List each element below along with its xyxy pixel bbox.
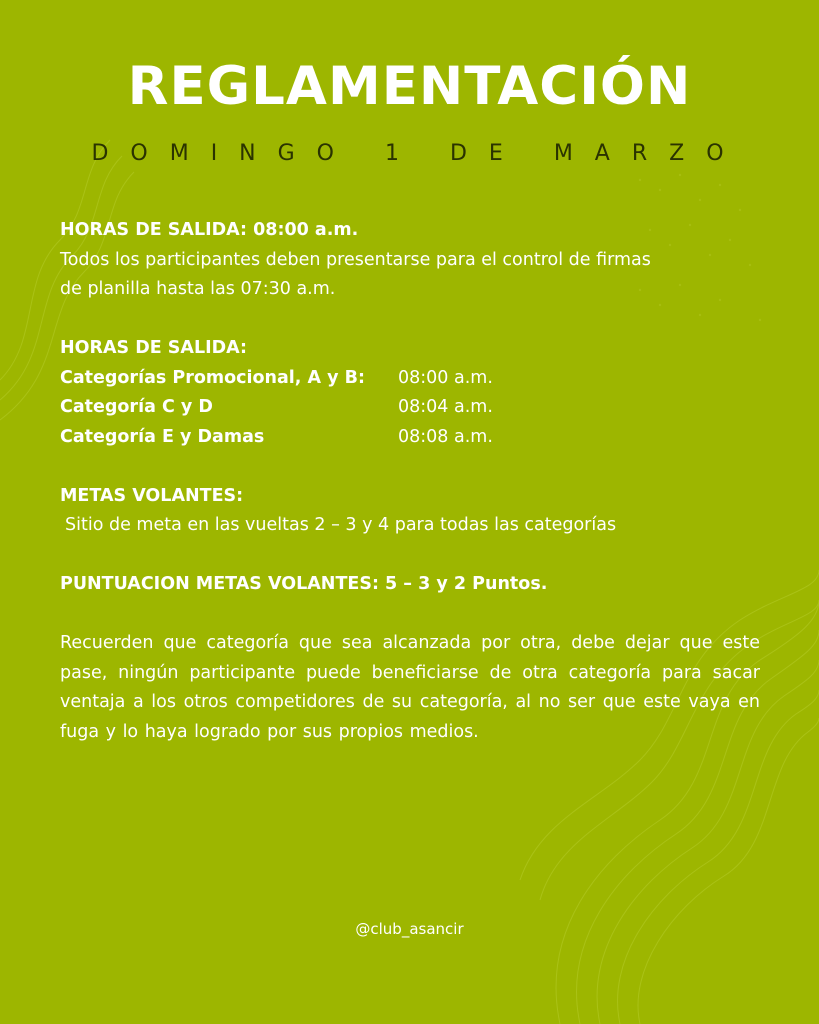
category-label: Categoría C y D bbox=[60, 397, 213, 417]
start-time-row bbox=[60, 364, 760, 394]
start-time-heading: HORAS DE SALIDA: 08:00 a.m. bbox=[60, 220, 359, 240]
category-label: Categorías Promocional, A y B: bbox=[60, 367, 365, 388]
start-time-value: 08:04 a.m. bbox=[398, 397, 493, 417]
signature-control-line-2: de planilla hasta las 07:30 a.m. bbox=[60, 279, 336, 299]
rules-content bbox=[60, 216, 760, 747]
start-time-value: 08:08 a.m. bbox=[398, 426, 493, 447]
start-time-row bbox=[60, 393, 760, 423]
overtaking-rule-paragraph: Recuerden que categoría que sea alcanzada por otra, debe dejar que este pase, ningún participante puede beneficiarse de otra categoría para sacar ventaja a los otros competidores de su categoría, al no ser que este vaya en fuga y lo haya logrado por sus propios medios. bbox=[60, 633, 760, 742]
flying-finish-points-heading: PUNTUACION METAS VOLANTES: 5 – 3 y 2 Puntos. bbox=[60, 574, 548, 594]
social-handle: @club_asancir bbox=[355, 920, 464, 938]
start-times-heading: HORAS DE SALIDA: bbox=[60, 338, 248, 358]
page-title: REGLAMENTACIÓN bbox=[127, 56, 692, 117]
signature-control-line-1: Todos los participantes deben presentarse para el control de firmas bbox=[60, 249, 651, 270]
category-label: Categoría E y Damas bbox=[60, 426, 265, 447]
flying-finish-text: Sitio de meta en las vueltas 2 – 3 y 4 para todas las categorías bbox=[65, 515, 617, 535]
page-subtitle-date: DOMINGO 1 DE MARZO bbox=[91, 141, 746, 166]
flying-finish-heading: METAS VOLANTES: bbox=[60, 485, 244, 506]
start-time-row bbox=[60, 423, 760, 453]
start-time-value: 08:00 a.m. bbox=[398, 367, 493, 388]
